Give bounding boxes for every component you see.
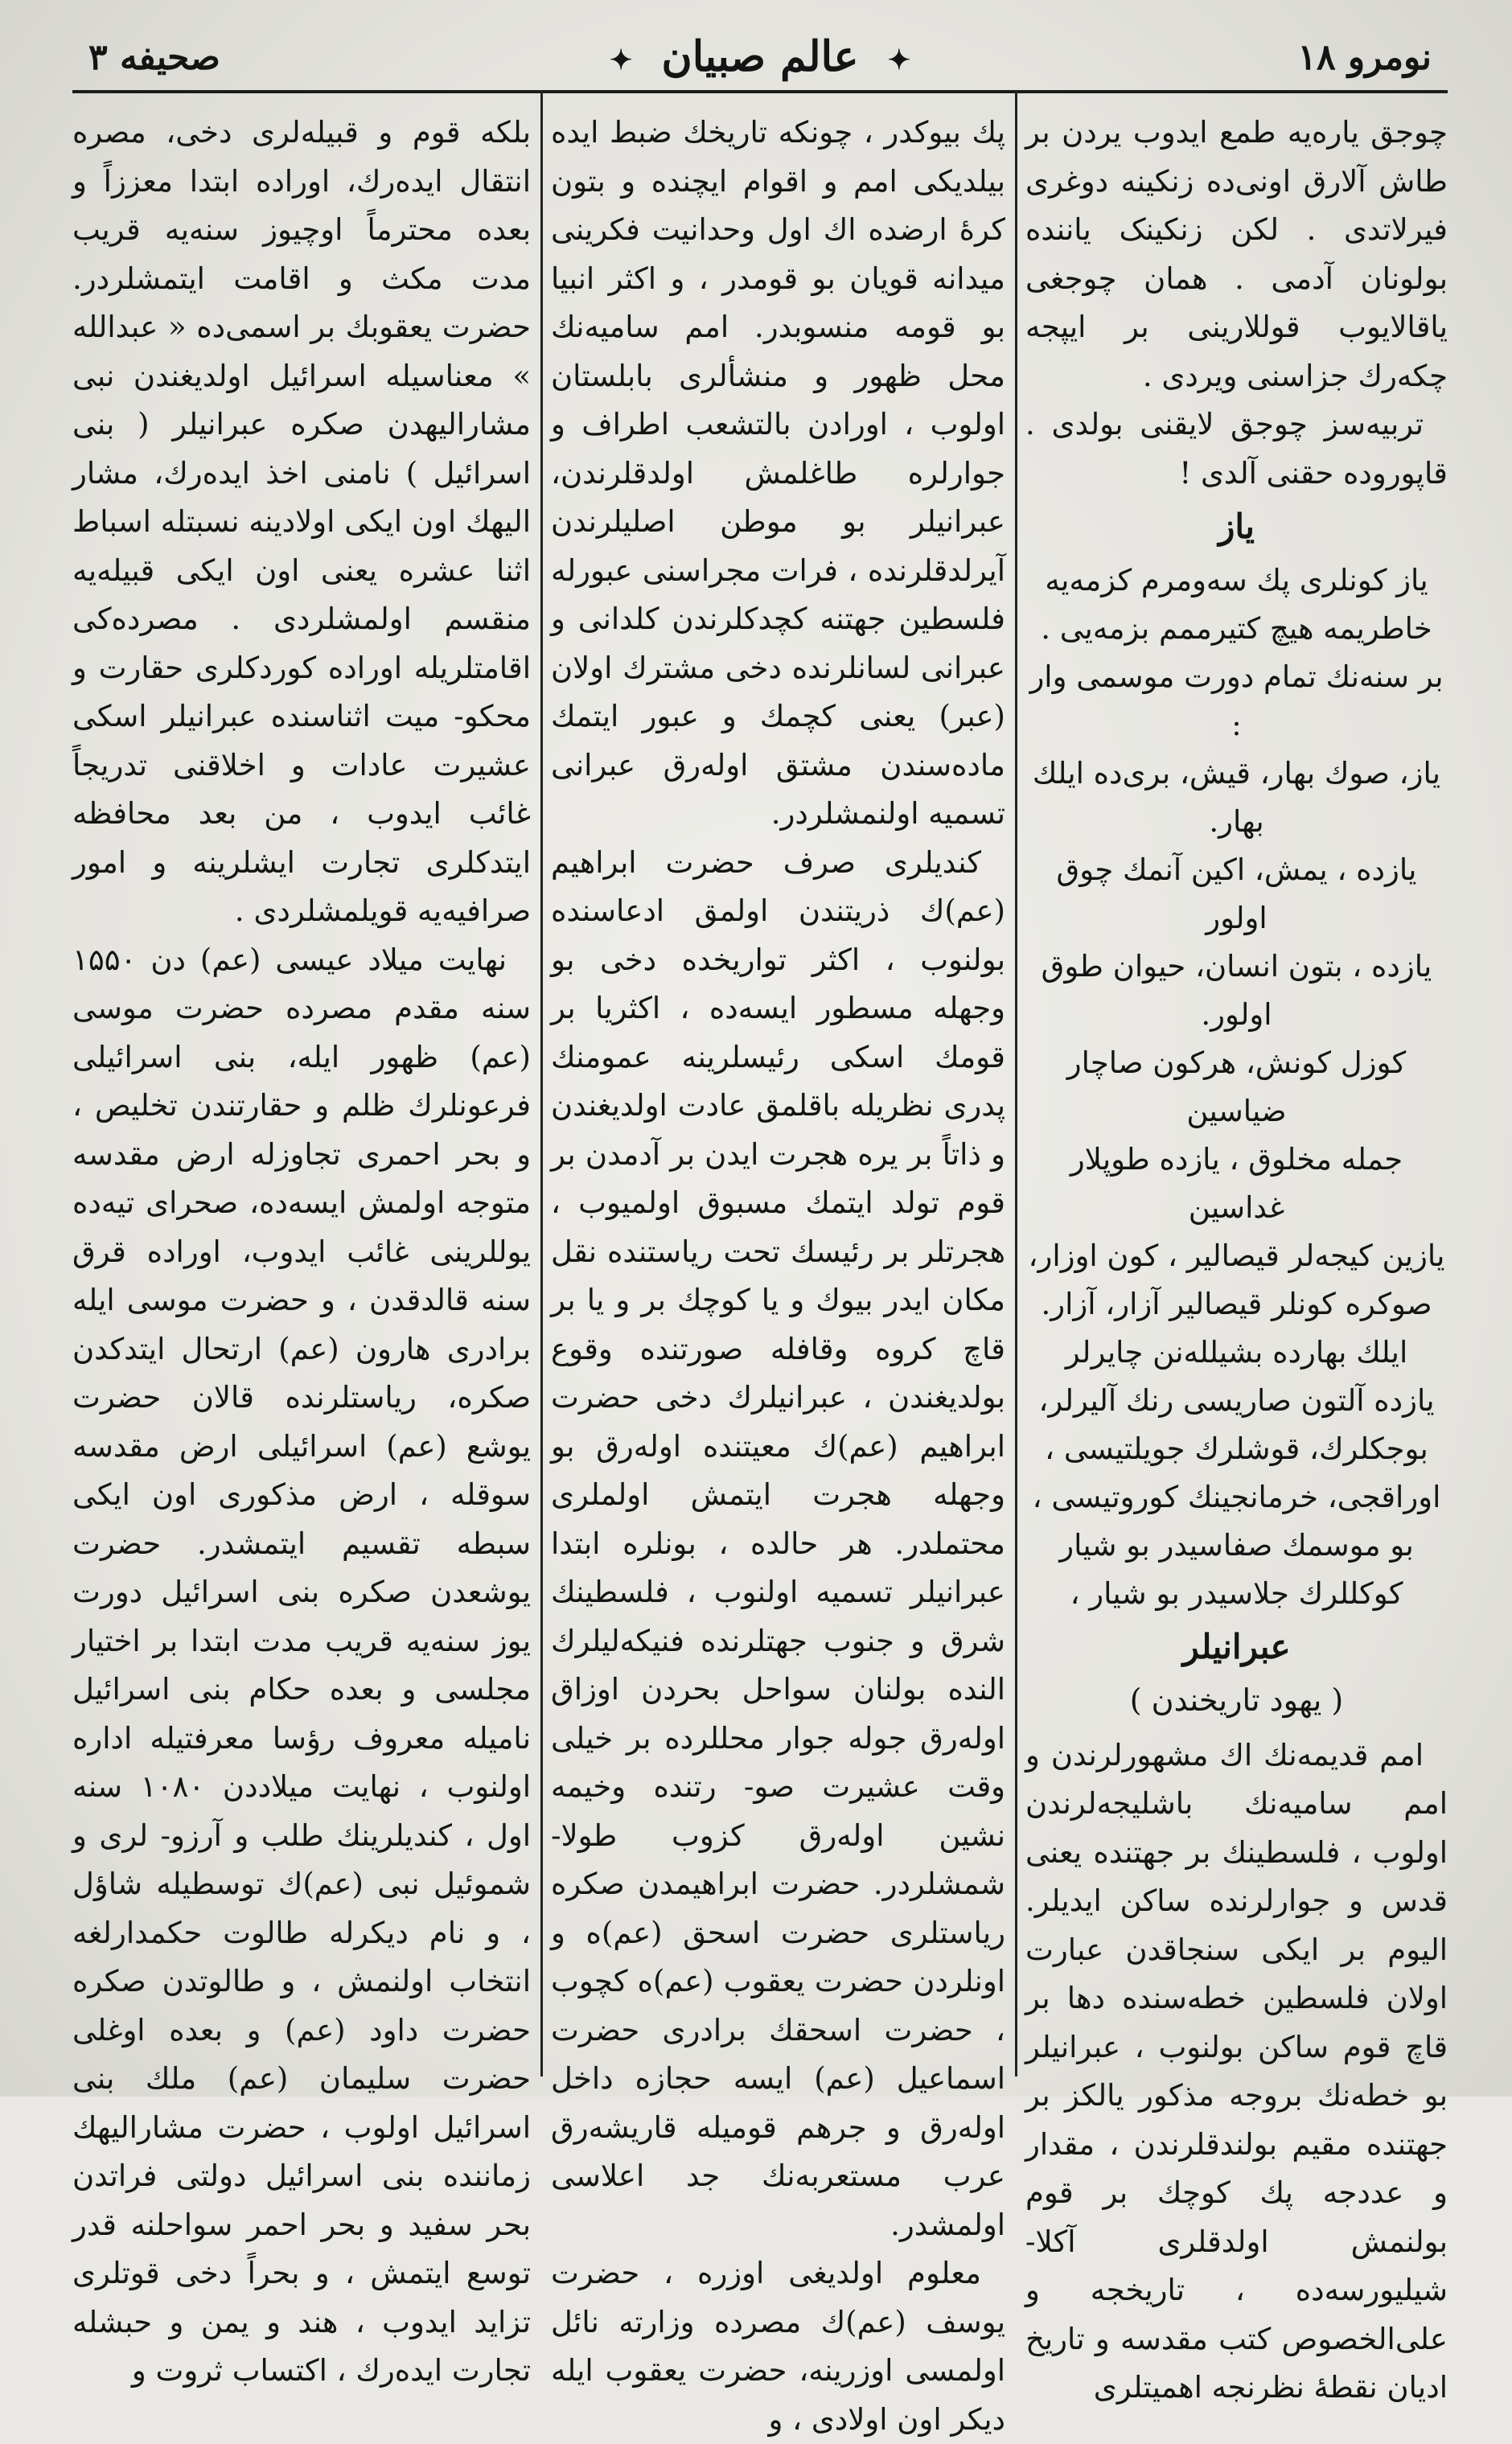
middle-paragraph-1: پك بیوکدر ، چونکه تاریخك ضبط ایده بیلدیکی امم و اقوام ایچنده و بتون کرهٔ ارضده اك اول وحدانیت فکرینی میدانه قویان بو قومدر ، و اکثر انبیا بو قومه منسوبدر. امم سامیه‌نك محل ظهور و منشألری بابلستان اولوب ، اورادن بالتشعب اطراف و جوارلره طاغلمش اولدقلرندن، عبرانیلر بو موطن اصلیلرندن آیرلدقلرنده ، فرات مجراسنی عبورله فلسطین جهتنه کچدکلرندن کلدانی و عبرانی لسانلرنده دخی مشترك اولان (عبر) یعنی کچمك و عبور ایتمك ماده‌سندن مشتق اوله‌رق عبرانی تسمیه اولنمشلردر. <box>551 115 1005 831</box>
verse-16: کوکللرك جلاسیدر بو شیار ، <box>1070 1575 1403 1611</box>
verse-2: خاطریمه هیچ کتیرممم بزمه‌یی . <box>1041 610 1432 646</box>
verse-3: بر سنه‌نك تمام دورت موسمی وار : <box>1029 659 1444 742</box>
page-header <box>72 32 1448 97</box>
verse-1: یاز کونلری پك سه‌ومرم کزمه‌یه <box>1045 562 1428 598</box>
intro-paragraph-1: چوجق یاره‌یه طمع ایدوب یردن بر طاش آلارق اونی‌ده زنکینه دوغری فیرلاتدی . لکن زنکینک یاننده بولونان آدمی . همان چوجغی یاقالایوب قوللارینی بر ایپجه چکه‌رك جزاسنی ویردی . <box>1025 115 1448 393</box>
article-title: عبرانیلر <box>1182 1626 1291 1666</box>
middle-paragraph-3: معلوم اولدیغی اوزره ، حضرت یوسف (عم)ك مصرده وزارته نائل اولمسی اوزرینه، حضرت یعقوب ایله دیکر اون اولادی ، و <box>551 2256 1005 2437</box>
issue-number: نومرو ۱۸ <box>1297 37 1432 78</box>
left-paragraph-2: نهایت میلاد عیسی (عم) دن ۱۵۵۰ سنه مقدم مصرده حضرت موسی (عم) ظهور ایله، بنی اسرائیلی فرعونلرك ظلم و حقارتندن تخلیص ، و بحر احمری تجاوزله ارض مقدسه متوجه اولمش ایسه‌ده، صحرای تیه‌ده یوللرینی غائب ایدوب، اوراده قرق سنه قالدقدن ، و حضرت موسی ایله برادری هارون (عم) ارتحال ایتدکدن صکره، ریاستلرنده قالان حضرت یوشع (عم) اسرائیلی ارض مقدسه سوقله ، ارض مذکوری اون ایکی سبطه تقسیم ایتمشدر. حضرت یوشعدن صکره بنی اسرائیل دورت یوز سنه‌یه قریب مدت ابتدا بر اختیار مجلسی و بعده حکام بنی اسرائیل نامیله معروف رؤسا معرفتیله اداره اولنوب ، نهایت میلاددن ۱۰۸۰ سنه اول ، کندیلرینك طلب و آرزو- لری و شموئیل نبی (عم)ك توسطیله شاؤل ، و نام دیکرله طالوت حکمدارلغه انتخاب اولنمش ، و طالوتدن صکره حضرت داود (عم) و بعده اوغلی حضرت سلیمان (عم) ملك بنی اسرائیل اولوب ، حضرت مشارالیهك زماننده بنی اسرائیل دولتی فراتدن بحر سفید و بحر احمر سواحلنه قدر توسع ایتمش ، و بحراً دخی قوتلری تزاید ایدوب ، هند و یمن و حبشله تجارت ایده‌رك ، اکتساب ثروت و <box>72 942 531 2388</box>
article-subtitle: ( یهود تاریخندن ) <box>1129 1682 1344 1718</box>
verse-9: یازین کیجه‌لر قیصالیر ، کون اوزار، <box>1028 1238 1445 1273</box>
article-paragraph-1: امم قدیمه‌نك اك مشهورلرندن و امم سامیه‌نك باشلیجه‌لرندن اولوب ، فلسطینك بر جهتنده یعنی قدس و جوارلرنده ساکن ایدیلر. الیوم بر ایکی سنجاقدن عبارت اولان فلسطین خطه‌سنده دها بر قاچ قوم ساکن بولنوب ، عبرانیلر بو خطه‌نك بروجه مذکور یالکز بر جهتنده مقیم بولندقلرندن ، مقدار و عددجه پك کوچك بر قوم بولنمش اولدقلری آکلا- شیلیورسه‌ده ، تاریخجه و علی‌الخصوص کتب مقدسه و تاریخ ادیان نقطهٔ نظرنجه اهمیتلری <box>1025 1737 1448 2405</box>
intro-paragraph-2: تربیه‌سز چوجق لایقنی بولدی . قاپوروده حقنی آلدی ! <box>1025 407 1448 491</box>
middle-paragraph-2: کندیلری صرف حضرت ابراهیم (عم)ك ذریتندن اولمق ادعاسنده بولنوب ، اکثر تواریخده دخی بو وجهله مسطور ایسه‌ده ، اکثریا بر قومك اسکی رئیسلرینه عمومنك پدری نظریله باقلمق عادت اولدیغندن و ذاتاً بر یره هجرت ایدن بر آدمدن بر قوم تولد ایتمك مسبوق اولمیوب ، هجرتلر بر رئیسك تحت ریاستنده نقل مکان ایدر بیوك و یا کوچك بر و یا بر قاچ کروه وقافله صورتنده وقوع بولدیغندن ، عبرانیلرك دخی حضرت ابراهیم (عم)ك معیتنده اوله‌رق بو وجهله هجرت ایتمش اولملری محتملدر. هر حالده ، بونلره ابتدا عبرانیلر تسمیه اولنوب ، فلسطینك شرق و جنوب جهتلرنده فنیکه‌لیلرك النده بولنان سواحل بحردن اوزاق اوله‌رق جوله جوار محللرده بر خیلی وقت عشیرت صو- رتنده وخیمه نشین اوله‌رق کزوب طولا- شمشلردر. حضرت ابراهیمدن صکره ریاستلری حضرت اسحق (عم)ه و اونلردن حضرت یعقوب (عم)ه کچوب ، حضرت اسحقك برادری حضرت اسماعیل (عم) ایسه حجازه داخل اوله‌رق و جرهم قومیله قاریشه‌رق عرب مستعربه‌نك جد اعلاسی اولمشدر. <box>551 844 1005 2242</box>
poem-title: یاز <box>1218 507 1255 546</box>
header-rule <box>72 90 1448 93</box>
verse-7: کوزل کونش، هرکون صاچار ضیاسین <box>1066 1045 1407 1128</box>
middle-column <box>551 109 1005 2444</box>
verse-4: یاز، صوك بهار، قیش، بری‌ده ایلك بهار. <box>1032 755 1441 839</box>
right-column <box>1025 109 1448 2413</box>
verse-8: جمله مخلوق ، یازده طوپلار غداسین <box>1070 1141 1403 1225</box>
verse-14: اوراقجی، خرمانجینك کوروتیسی ، <box>1032 1479 1441 1514</box>
ornament-right-icon: ✦ <box>887 43 911 76</box>
ornament-left-icon: ✦ <box>609 43 633 76</box>
verse-13: بوجکلرك، قوشلرك جویلتیسی ، <box>1045 1431 1428 1466</box>
column-divider-left <box>540 90 543 2076</box>
column-divider-right <box>1015 90 1017 2076</box>
verse-5: یازده ، یمش، اکین آنمك چوق اولور <box>1056 852 1417 935</box>
left-paragraph-1: بلکه قوم و قبیله‌لری دخی، مصره انتقال ایده‌رك، اوراده ابتدا معززاً و بعده محترماً اوچیوز سنه‌یه قریب مدت مکث و اقامت ایتمشلردر. حضرت یعقوبك بر اسمی‌ده « عبدالله » معناسیله اسرائیل اولدیغندن نبی مشارالیهدن صکره عبرانیلر ( بنی اسرائیل ) نامنی اخذ ایده‌رك، مشار الیهك اون ایکی اولادینه نسبتله اسباط اثنا عشره یعنی اون ایکی قبیله‌یه منقسم اولمشلردی . مصرده‌کی اقامتلریله اوراده کوردکلری حقارت و محکو- میت اثناسنده عبرانیلر اسکی عشیرت عادات و اخلاقنی تدریجاً غائب ایدوب ، من بعد محافظه ایتدکلری تجارت ایشلرینه و امور صرافیه‌یه قویلمشلردی . <box>72 115 531 928</box>
verse-15: بو موسمك صفاسیدر بو شیار <box>1059 1527 1414 1563</box>
masthead <box>72 32 1448 81</box>
verse-12: یازده آلتون صاریسی رنك آلیرلر، <box>1038 1382 1435 1418</box>
verse-11: ایلك بهارده بشیلله‌نن چایرلر <box>1065 1334 1408 1370</box>
verse-6: یازده ، بتون انسان، حیوان طوق اولور. <box>1041 948 1432 1032</box>
left-column <box>72 109 531 2396</box>
verse-10: صوکره کونلر قیصالیر آزار، آزار. <box>1041 1286 1432 1321</box>
page-number: صحیفه ۳ <box>88 37 220 78</box>
newspaper-title: عالم صبیان <box>661 32 859 81</box>
